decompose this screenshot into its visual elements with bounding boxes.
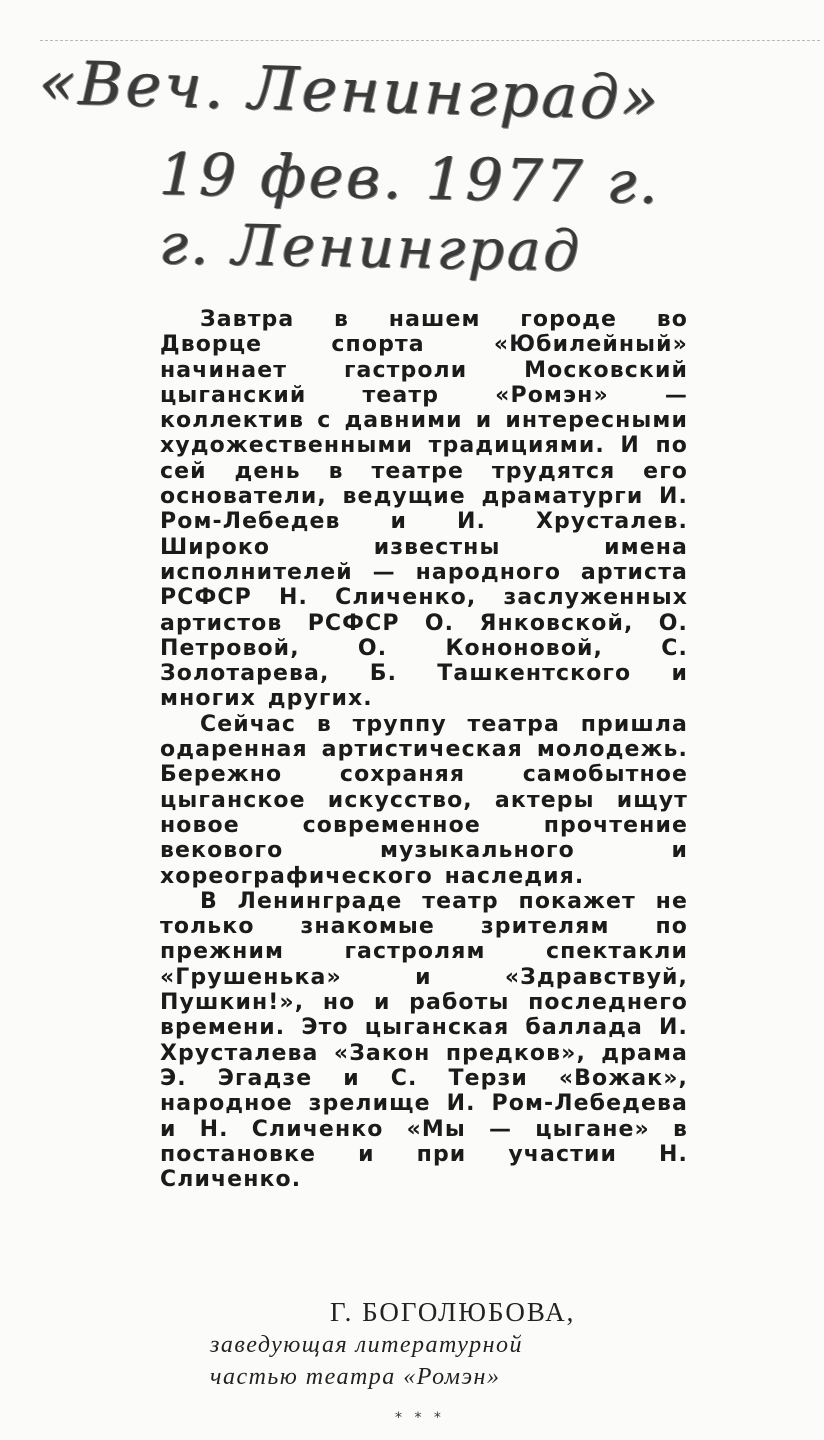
clipping-cut-edge bbox=[40, 40, 820, 43]
author-role-line-1: заведующая литературной bbox=[210, 1332, 524, 1358]
section-separator: * * * bbox=[395, 1410, 445, 1426]
handwritten-source: «Веч. Ленинград» bbox=[38, 48, 663, 135]
author-name: Г. БОГОЛЮБОВА, bbox=[330, 1297, 576, 1327]
article-paragraph-3: В Ленинграде театр покажет не только знакомые зрителям по прежним гастролям спектакли «Грушенька» и «Здравствуй, Пушкин!», но и работы последнего времени. Это цыганская баллада И. Хрусталева «Закон предков», драма Э. Эгадзе и С. Терзи «Вожак», народное зрелище И. Ром-Лебедева и Н. Сличенко «Мы — цыгане» в постановке и при участии Н. Сличенко. bbox=[160, 888, 688, 1193]
author-signature bbox=[210, 1295, 690, 1393]
article-paragraph-2: Сейчас в труппу театра пришла одаренная артистическая молодежь. Бережно сохраняя самобытное цыганское искусство, актеры ищут новое современное прочтение векового музыкального и хореографического наследия. bbox=[160, 711, 688, 889]
handwritten-city: г. Ленинград bbox=[158, 212, 583, 285]
article-body bbox=[160, 307, 688, 1192]
article-paragraph-1: Завтра в нашем городе во Дворце спорта «Юбилейный» начинает гастроли Московский цыганский театр «Ромэн» — коллектив с давними и интересными художественными традициями. И по сей день в театре трудятся его основатели, ведущие драматурги И. Ром-Лебедев и И. Хрусталев. Широко известны имена исполнителей — народного артиста РСФСР Н. Сличенко, заслуженных артистов РСФСР О. Янковской, О. Петровой, О. Кононовой, С. Золотарева, Б. Ташкентского и многих других. bbox=[160, 307, 688, 712]
handwritten-date: 19 фев. 1977 г. bbox=[158, 140, 662, 217]
author-role-line-2: частью театра «Ромэн» bbox=[210, 1364, 501, 1390]
